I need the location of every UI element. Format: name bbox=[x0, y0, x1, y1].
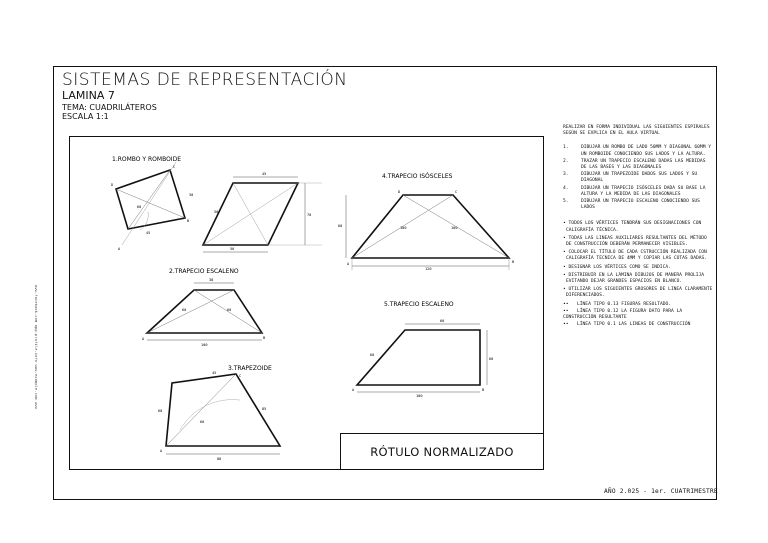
step-item: 1. DIBUJAR UN ROMBO DE LADO 50MM Y DIAGONAL 60MM Y UN ROMBOIDE CONOCIENDO SUS LADOS Y LA ALTURA. bbox=[563, 145, 711, 157]
trapezoid-shape-2 bbox=[357, 330, 480, 385]
vertex-c: C bbox=[455, 190, 458, 194]
rotulo-normalizado: RÓTULO NORMALIZADO bbox=[340, 433, 544, 470]
instructions-notes bbox=[563, 221, 713, 299]
figure-trapezoide bbox=[158, 365, 280, 461]
vertex-a: A bbox=[352, 388, 355, 392]
figure-trapecio-isosceles bbox=[338, 173, 514, 271]
note-item: • DISTRIBUIR EN LA LÁMINA DIBUJOS DE MANERA PROLIJA EVITANDO DEJAR GRANDES ESPACIOS EN BLANCO. bbox=[563, 272, 705, 285]
side-margin-text: www.facebook.com app.profile.info www.example.com www bbox=[34, 285, 38, 410]
isosceles-trapezoid-shape bbox=[352, 195, 509, 258]
dim-diag-2: 100 bbox=[451, 226, 458, 230]
rhombus-diagonal-2 bbox=[128, 170, 170, 229]
construction-arc bbox=[140, 212, 148, 230]
dim-diag-1: 100 bbox=[400, 226, 407, 230]
step-item: 2. TRAZAR UN TRAPECIO ESCALENO DADAS LAS MEDIDAS DE LAS BASES Y LAS DIAGONALES bbox=[563, 158, 706, 171]
dim-4: 45 bbox=[262, 172, 267, 176]
vertex-b: B bbox=[482, 388, 485, 392]
figure-4-title: 4.TRAPECIO ISÓSCELES bbox=[382, 173, 453, 180]
instructions-intro: REALIZAR EN FORMA INDIVIDUAL LAS SIGUIENTES ESPIRALES SEGÚN SE EXPLICA EN EL AULA VIRTUAL bbox=[563, 125, 710, 137]
dim-bottom-label: 100 bbox=[416, 394, 423, 398]
line-type-item: •• LÍNEA TIPO 0.13 FIGURAS RESULTADO. bbox=[563, 301, 672, 307]
dim-top-label: 38 bbox=[209, 278, 214, 282]
step-item: 4. DIBUJAR UN TRAPECIO ISÓSCELES DADA SU BASE LA ALTURA Y LA MEDIDA DE LAS DIAGONALES bbox=[563, 185, 706, 197]
diagonal-1 bbox=[147, 290, 234, 333]
dim-right: 85 bbox=[262, 407, 267, 411]
rhombus-shape bbox=[116, 170, 185, 229]
vertex-c: C bbox=[239, 374, 242, 378]
vertex-a: A bbox=[118, 247, 121, 251]
dim-2: 45 bbox=[146, 231, 151, 235]
note-item: • UTILIZAR LOS SIGUIENTES GROSORES DE LINEA CLARAMENTE DIFERENCIADOS. bbox=[563, 287, 713, 299]
dim-diag-label-2: 60 bbox=[227, 308, 232, 312]
figure-trapecio-escaleno-1 bbox=[142, 268, 265, 347]
construction-arc bbox=[180, 399, 240, 430]
figure-5-title: 5.TRAPECIO ESCALENO bbox=[384, 301, 454, 308]
dim-top: 45 bbox=[212, 371, 217, 375]
escala-label: ESCALA 1:1 bbox=[62, 112, 109, 121]
diagonal bbox=[166, 374, 236, 446]
lamina-number: LAMINA 7 bbox=[62, 89, 115, 102]
note-item: • TODOS LOS VÉRTICES TENDRÁN SUS DESIGNACIONES CON CALIGRAFÍA TÉCNICA. bbox=[563, 221, 702, 233]
note-item: • COLOCAR EL TÍTULO DE CADA CSTRUCCIÓN REALIZADA CON CALIGRAFÍA TECNICA DE 4MM Y COPIAR LAS COTAS DADAS. bbox=[563, 250, 708, 262]
vertex-b: B bbox=[512, 260, 515, 264]
vertex-b: B bbox=[187, 219, 190, 223]
dim-diag: 60 bbox=[200, 420, 205, 424]
tema-label: TEMA: CUADRILÁTEROS bbox=[62, 103, 157, 112]
dim-top-label: 60 bbox=[440, 319, 445, 323]
line-type-item: •• LÍNEA TIPO 0.1 LAS LINEAS DE CONSTRUCCIÓN bbox=[563, 322, 691, 328]
vertex-a: A bbox=[347, 262, 350, 266]
dim-right-label: 60 bbox=[489, 357, 494, 361]
step-item: 5. DIBUJAR UN TRAPECIO ESCALENO CONOCIENDO SUS LADOS bbox=[563, 199, 700, 211]
dim-left-label: 60 bbox=[370, 353, 375, 357]
vertex-a: A bbox=[160, 449, 163, 453]
dim-diag-label: 60 bbox=[182, 308, 187, 312]
vertex-b: B bbox=[263, 336, 266, 340]
dim-bottom-label: 100 bbox=[201, 343, 208, 347]
dim-3: 60 bbox=[137, 205, 142, 209]
note-item: • DESIGNAR LOS VÉRTICES COMO SE INDICA. bbox=[563, 264, 671, 270]
line-type-item: •• LÍNEA TIPO 0.12 LA FIGURA DATO PARA LA CONSTRUCCIÓN RESULTANTE bbox=[563, 308, 683, 321]
instructions-panel bbox=[563, 125, 713, 329]
vertex-d: D bbox=[111, 183, 114, 187]
figure-1-title: 1.ROMBO Y ROMBOIDE bbox=[112, 156, 181, 163]
vertex-d: D bbox=[398, 190, 401, 194]
dim-5: 50 bbox=[230, 247, 235, 251]
dim-6: 70 bbox=[307, 213, 312, 217]
footer-year: AÑO 2.025 - 1er. CUATRIMESTRE bbox=[604, 488, 718, 495]
dim-left: 60 bbox=[158, 409, 163, 413]
dim-bottom-label: 80 bbox=[217, 457, 222, 461]
instructions-steps bbox=[563, 145, 713, 211]
rhomboid-diagonal-2 bbox=[233, 183, 268, 245]
step-item: 3. DIBUJAR UN TRAPEZOIDE DADOS SUS LADOS Y SU DIAGONAL bbox=[563, 172, 698, 184]
vertex-c: C bbox=[173, 165, 176, 169]
dim-bottom-label: 120 bbox=[425, 267, 432, 271]
figure-trapecio-escaleno-2 bbox=[352, 301, 493, 398]
dim-height-label: 60 bbox=[338, 224, 343, 228]
figure-rombo-romboide bbox=[111, 156, 322, 252]
dim-1: 30 bbox=[189, 193, 194, 197]
vertex-a: A bbox=[142, 337, 145, 341]
dim-7: 50 bbox=[214, 210, 219, 214]
figure-2-title: 2.TRAPECIO ESCALENO bbox=[169, 268, 239, 275]
figure-3-title: 3.TRAPEZOIDE bbox=[228, 365, 272, 372]
note-item: • TODAS LAS LINEAS AUXILIARES RESULTANTES DEL MÉTODO DE CONSTRUCCIÓN DEBERÁN PERMANECER VISIBLES. bbox=[563, 235, 707, 248]
sheet-title: SISTEMAS DE REPRESENTACIÓN bbox=[62, 70, 348, 90]
rhombus-diagonal-1 bbox=[116, 189, 185, 218]
